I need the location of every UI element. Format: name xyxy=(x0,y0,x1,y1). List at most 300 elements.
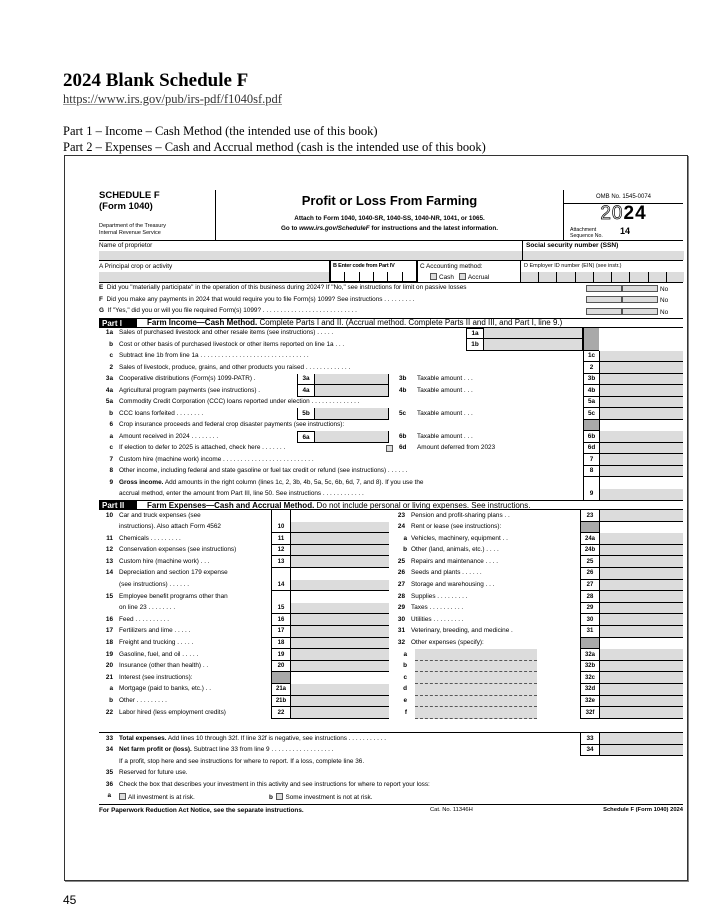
page-number: 45 xyxy=(63,893,77,907)
dept-line-2: Internal Revenue Service xyxy=(99,230,161,236)
line-number: b xyxy=(109,409,113,417)
line-6c xyxy=(99,443,683,455)
line-bold-text: Total expenses. xyxy=(119,734,167,742)
line-number: b xyxy=(109,340,113,348)
line-text: Other income, including federal and state gasoline or fuel tax credit or refund (see instructions) . . . . . . xyxy=(119,467,408,474)
line-text: Interest (see instructions): xyxy=(119,673,193,681)
expense-amount-field[interactable] xyxy=(290,707,389,719)
principal-crop-field[interactable] xyxy=(99,272,329,282)
other-expense-description-field[interactable] xyxy=(415,661,537,673)
line-36-options xyxy=(99,791,683,803)
shaded-cell xyxy=(583,328,599,340)
line-33 xyxy=(99,733,683,745)
line-text: Subtract line 1b from line 1a . . . . . . . . . . . . . . . . . . . . . . . . . . . . . . . xyxy=(119,352,309,359)
line-5b-amount[interactable] xyxy=(315,408,389,420)
catalog-number: Cat. No. 11346H xyxy=(430,806,473,813)
line-text: Agricultural program payments (see instructions) . xyxy=(119,386,261,394)
expense-line xyxy=(99,626,389,638)
line-1c xyxy=(99,351,683,363)
line-8-amount[interactable] xyxy=(599,466,683,478)
line-text: Sales of livestock, produce, grains, and other products you raised . . . . . . . . . . . . . xyxy=(119,363,351,371)
line-number: 6d xyxy=(399,444,407,451)
goto-url: www.irs.gov/ScheduleF xyxy=(299,225,370,233)
line-text: Custom hire (machine work) income . . . . . . . . . . . . . . . . . . . . . . . . . . xyxy=(119,455,314,463)
expense-amount-field[interactable] xyxy=(290,533,389,545)
line-7 xyxy=(99,454,683,466)
line-box-label: 4a xyxy=(297,385,315,397)
expense-line xyxy=(391,649,683,661)
expense-amount-field[interactable] xyxy=(599,707,683,719)
defer-election-checkbox[interactable] xyxy=(386,445,393,452)
line-number: 8 xyxy=(109,467,113,474)
activity-code-label: B Enter code from Part IV xyxy=(333,263,395,269)
line-box-label: 7 xyxy=(583,454,599,466)
document-title: 2024 Blank Schedule F xyxy=(63,70,249,91)
accounting-method-block xyxy=(420,264,518,282)
line-2-amount[interactable] xyxy=(599,362,683,374)
line-letter: d xyxy=(403,685,407,693)
line-box-label: 26 xyxy=(580,568,599,580)
proprietor-label: Name of proprietor xyxy=(99,242,153,249)
year-prefix: 20 xyxy=(600,203,624,224)
line-text: Rent or lease (see instructions): xyxy=(411,523,502,531)
line-7-amount[interactable] xyxy=(599,454,683,466)
option-label: Some investment is not at risk. xyxy=(285,794,373,801)
line-text: Supplies . . . . . . . . . xyxy=(411,592,468,600)
line-4a-amount[interactable] xyxy=(315,385,389,397)
line-33-amount[interactable] xyxy=(599,733,683,745)
expense-amount-field[interactable] xyxy=(599,614,683,626)
line-box-label: 15 xyxy=(271,603,290,615)
ein-field[interactable] xyxy=(521,272,684,282)
line-6d-amount[interactable] xyxy=(599,443,683,455)
line-text: Cost or other basis of purchased livestock or other items reported on line 1a . . . xyxy=(119,340,345,348)
line-box-label: 3b xyxy=(583,374,599,386)
ssn-field[interactable] xyxy=(523,251,684,260)
line-number: 3a xyxy=(105,375,113,382)
line-text: Other . . . . . . . . . xyxy=(119,697,167,704)
no-label: No xyxy=(660,308,669,316)
attachment-sequence xyxy=(570,226,631,239)
other-expense-description-field[interactable] xyxy=(415,649,537,661)
expense-amount-field[interactable] xyxy=(290,661,389,673)
cash-option[interactable] xyxy=(430,273,454,281)
abcd-row xyxy=(99,261,683,283)
expense-amount-field[interactable] xyxy=(599,556,683,568)
question-g xyxy=(99,306,683,318)
line-number: 21 xyxy=(105,673,113,681)
line-box-label: 1b xyxy=(466,339,484,351)
line-box-label: 22 xyxy=(271,707,290,719)
line-number: 33 xyxy=(105,734,113,742)
line-number: 10 xyxy=(105,511,113,519)
expense-amount-field[interactable] xyxy=(290,545,389,557)
year-suffix: 24 xyxy=(623,203,647,224)
line-number: 36 xyxy=(105,780,113,788)
shaded-cell xyxy=(580,638,599,650)
some-not-at-risk-checkbox[interactable] xyxy=(276,793,283,800)
line-box-label: 19 xyxy=(271,649,290,661)
expense-line xyxy=(99,568,389,591)
line-box-label: 12 xyxy=(271,545,290,557)
dept-line-1: Department of the Treasury xyxy=(99,223,166,229)
line-box-label: 5b xyxy=(297,408,315,420)
line-34-amount[interactable] xyxy=(599,745,683,757)
shaded-cell xyxy=(271,672,290,684)
other-expense-description-field[interactable] xyxy=(415,672,537,684)
line-box-label: 20 xyxy=(271,661,290,673)
line-number: 16 xyxy=(105,615,113,623)
activity-code-field[interactable] xyxy=(331,272,416,281)
expense-line xyxy=(391,626,683,638)
line-number: 6b xyxy=(399,432,407,440)
expense-line xyxy=(391,661,683,673)
line-5c-amount[interactable] xyxy=(599,408,683,420)
line-number: 25 xyxy=(397,557,405,565)
expense-line xyxy=(391,591,683,603)
blank-cell xyxy=(271,568,290,580)
accounting-method-label: C Accounting method: xyxy=(420,263,483,270)
omb-number: OMB No. 1545-0074 xyxy=(564,190,683,204)
line-6b-amount[interactable] xyxy=(599,431,683,443)
expense-amount-field[interactable] xyxy=(290,603,389,615)
option-label: All investment is at risk. xyxy=(128,794,195,801)
line-text: Gasoline, fuel, and oil . . . . . xyxy=(119,650,199,658)
line-number: 32 xyxy=(397,639,405,647)
expense-amount-field[interactable] xyxy=(599,696,683,708)
expense-amount-field[interactable] xyxy=(290,556,389,568)
line-text: CCC loans forfeited . . . . . . . . xyxy=(119,409,204,417)
shaded-cell xyxy=(580,522,599,534)
expense-amount-field[interactable] xyxy=(290,638,389,650)
line-1a-amount[interactable] xyxy=(484,328,583,340)
line-number: 13 xyxy=(105,557,113,565)
line-9-amount[interactable] xyxy=(599,489,683,501)
line-box-label: 1a xyxy=(466,328,484,340)
no-checkbox[interactable] xyxy=(622,308,658,315)
line-number: 15 xyxy=(105,592,113,600)
department xyxy=(99,223,166,237)
sequence-label: Sequence No. xyxy=(570,232,603,239)
expense-line xyxy=(99,614,389,626)
line-letter: a xyxy=(403,650,407,658)
question-letter: F xyxy=(99,295,103,303)
line-box-label: 14 xyxy=(271,580,290,592)
line-text: Feed . . . . . . . . . . xyxy=(119,615,170,623)
line-text: Seeds and plants . . . . . . xyxy=(411,569,482,577)
line-1c-amount[interactable] xyxy=(599,351,683,363)
form-footer xyxy=(99,804,683,815)
line-number: 34 xyxy=(105,746,113,753)
line-box-label: 10 xyxy=(271,522,290,534)
line-text: Utilities . . . . . . . . . xyxy=(411,615,464,623)
line-text: If a profit, stop here and see instructions for where to report. If a loss, complete line 36. xyxy=(119,757,365,765)
line-2 xyxy=(99,362,683,374)
line-box-label: 28 xyxy=(580,591,599,603)
question-letter: G xyxy=(99,307,104,314)
line-text: Vehicles, machinery, equipment . . xyxy=(411,534,508,542)
expense-amount-field[interactable] xyxy=(599,672,683,684)
line-text: Crop insurance proceeds and federal crop disaster payments (see instructions): xyxy=(119,421,345,428)
ssn-label: Social security number (SSN) xyxy=(526,242,619,249)
line-text: Labor hired (less employment credits) xyxy=(119,708,226,716)
line-6a-amount[interactable] xyxy=(315,431,389,443)
expenses-grid xyxy=(99,510,683,732)
line-bold-text: Net farm profit or (loss). xyxy=(119,746,192,753)
expense-amount-field[interactable] xyxy=(599,580,683,592)
line-text: Conservation expenses (see instructions) xyxy=(119,546,237,554)
part2-header xyxy=(99,500,683,510)
yes-checkbox[interactable] xyxy=(586,285,622,292)
line-3a-amount[interactable] xyxy=(315,374,389,386)
expense-amount-field[interactable] xyxy=(599,626,683,638)
expense-line xyxy=(99,649,389,661)
tax-year xyxy=(564,204,683,224)
expense-amount-field[interactable] xyxy=(290,684,389,696)
line-35 xyxy=(99,768,683,780)
line-letter: e xyxy=(403,697,407,704)
expense-line xyxy=(99,672,389,684)
line-number: 4b xyxy=(399,386,407,394)
line-box-label: 6b xyxy=(583,431,599,443)
expense-amount-field[interactable] xyxy=(290,522,389,534)
line-number: 18 xyxy=(105,639,113,647)
line-text: Reserved for future use. xyxy=(119,769,188,776)
irs-pdf-link[interactable]: https://www.irs.gov/pub/irs-pdf/f1040sf.pdf xyxy=(63,92,282,106)
line-text: Freight and trucking . . . . . xyxy=(119,639,194,647)
expense-line xyxy=(99,707,389,719)
line-text: Check the box that describes your investment in this activity and see instructions for where to report your loss: xyxy=(119,780,430,788)
line-text: Taxes . . . . . . . . . . xyxy=(411,604,464,612)
question-f xyxy=(99,295,683,307)
no-checkbox[interactable] xyxy=(622,285,658,292)
expense-line xyxy=(391,545,683,557)
line-box-label: 32a xyxy=(580,649,599,661)
expense-line xyxy=(391,672,683,684)
expense-line xyxy=(99,684,389,696)
line-box-label: 33 xyxy=(580,733,599,745)
expense-amount-field[interactable] xyxy=(599,684,683,696)
line-box-label: 5a xyxy=(583,397,599,409)
line-text: Taxable amount . . . xyxy=(417,409,473,417)
line-text: Fertilizers and lime . . . . . xyxy=(119,627,191,635)
line-box-label: 5c xyxy=(583,408,599,420)
question-text: Did you "materially participate" in the operation of this business during 2024? If "No," see instructions for limit on passive losses xyxy=(106,284,467,291)
line-number: 22 xyxy=(105,708,113,716)
line-text: Add amounts in the right column (lines 1c, 2, 3b, 4b, 5a, 5c, 6b, 6d, 7, and 8). If you use the xyxy=(163,478,424,486)
line-box-label: 34 xyxy=(580,745,599,757)
expense-amount-field[interactable] xyxy=(599,591,683,603)
blank-cell xyxy=(290,591,389,603)
proprietor-row xyxy=(99,241,683,261)
line-letter: a xyxy=(403,534,407,542)
ssn-block xyxy=(522,241,683,261)
goto-prefix: Go to xyxy=(280,225,300,233)
line-number: 3b xyxy=(399,375,407,382)
line-1a xyxy=(99,328,683,340)
line-letter: f xyxy=(404,708,407,716)
line-number: 7 xyxy=(109,455,113,463)
line-text: Storage and warehousing . . . xyxy=(411,581,495,589)
blank-cell xyxy=(271,510,290,522)
line-text: Car and truck expenses (see xyxy=(119,511,201,519)
expense-line xyxy=(391,614,683,626)
expense-line xyxy=(99,638,389,650)
line-box-label: 9 xyxy=(583,477,599,500)
form-reference: Schedule F (Form 1040) 2024 xyxy=(603,806,683,813)
principal-crop-label: A Principal crop or activity xyxy=(99,263,173,270)
line-text: Taxable amount . . . xyxy=(417,375,473,382)
no-checkbox[interactable] xyxy=(622,296,658,303)
line-number: 5c xyxy=(399,409,407,417)
line-text: Pension and profit-sharing plans . . xyxy=(411,511,510,519)
line-box-label: 6a xyxy=(297,431,315,443)
line-3 xyxy=(99,374,683,386)
expense-line xyxy=(391,556,683,568)
expense-line xyxy=(391,580,683,592)
goto-instruction xyxy=(216,226,563,232)
line-letter: c xyxy=(403,673,407,681)
expense-amount-field[interactable] xyxy=(599,568,683,580)
part1-title: Farm Income—Cash Method. xyxy=(147,318,258,327)
sequence-number: 14 xyxy=(620,226,631,236)
blank-cell xyxy=(290,568,389,580)
expense-amount-field[interactable] xyxy=(599,649,683,661)
form-title-block xyxy=(216,190,563,241)
yes-checkbox[interactable] xyxy=(586,296,622,303)
line-box-label: 17 xyxy=(271,626,290,638)
line-text: Taxable amount . . . xyxy=(417,432,473,440)
line-bold-text: Gross income. xyxy=(119,478,164,486)
other-expense-description-field[interactable] xyxy=(415,707,537,719)
line-1b-amount[interactable] xyxy=(484,339,583,351)
other-expense-description-field[interactable] xyxy=(415,696,537,708)
accrual-checkbox[interactable] xyxy=(459,273,466,280)
other-expense-description-field[interactable] xyxy=(415,684,537,696)
accrual-option[interactable] xyxy=(459,273,489,281)
expense-line xyxy=(391,603,683,615)
expense-amount-field[interactable] xyxy=(290,614,389,626)
part2-subtitle: Do not include personal or living expenses. See instructions. xyxy=(314,500,531,510)
expense-line xyxy=(391,707,683,719)
expense-line xyxy=(99,510,389,533)
line-36 xyxy=(99,779,683,791)
line-text: Employee benefit programs other than xyxy=(119,592,228,600)
line-box-label: 24b xyxy=(580,545,599,557)
blank-cell xyxy=(290,672,389,684)
line-number: 35 xyxy=(105,769,113,776)
blank-cell xyxy=(599,420,683,432)
line-box-label: 13 xyxy=(271,556,290,568)
line-number: 27 xyxy=(397,581,405,589)
line-text: Other (land, animals, etc.) . . . . xyxy=(411,546,499,554)
line-box-label: 3a xyxy=(297,374,315,386)
line-3b-amount[interactable] xyxy=(599,374,683,386)
line-box-label: 31 xyxy=(580,626,599,638)
yes-checkbox[interactable] xyxy=(586,308,622,315)
activity-code-block xyxy=(329,261,418,283)
expense-amount-field[interactable] xyxy=(599,603,683,615)
cash-checkbox[interactable] xyxy=(430,273,437,280)
line-text: Cooperative distributions (Form(s) 1099-PATR) . xyxy=(119,375,256,382)
line-box-label: 21a xyxy=(271,684,290,696)
line-text: Chemicals . . . . . . . . . xyxy=(119,534,181,542)
line-text: Add lines 10 through 32f. If line 32f is negative, see instructions . . . . . . . . . . . xyxy=(166,734,387,742)
attachment-label: Attachment xyxy=(570,227,597,233)
line-number: 11 xyxy=(106,534,113,542)
line-text: If election to defer to 2025 is attached, check here . . . . . . . xyxy=(119,444,286,451)
line-letter: b xyxy=(403,662,407,670)
line-letter: a xyxy=(109,685,113,693)
expense-line xyxy=(391,533,683,545)
expense-amount-field[interactable] xyxy=(290,626,389,638)
line-text-continued: (see instructions) . . . . . . xyxy=(119,580,189,588)
attach-instruction: Attach to Form 1040, 1040-SR, 1040-SS, 1040-NR, 1041, or 1065. xyxy=(294,215,485,222)
line-4b-amount[interactable] xyxy=(599,385,683,397)
line-text-continued: instructions). Also attach Form 4562 xyxy=(119,523,221,530)
expense-amount-field[interactable] xyxy=(290,649,389,661)
expense-amount-field[interactable] xyxy=(599,533,683,545)
expense-amount-field[interactable] xyxy=(290,580,389,592)
question-letter: E xyxy=(99,284,104,291)
expense-line xyxy=(391,696,683,708)
line-number: 9 xyxy=(109,478,113,486)
line-box-label: 11 xyxy=(271,533,290,545)
line-34-note xyxy=(99,756,683,768)
blank-cell xyxy=(599,638,683,650)
line-text-continued: on line 23 . . . . . . . . xyxy=(119,604,176,612)
line-number: a xyxy=(107,792,111,799)
no-label: No xyxy=(660,297,669,304)
shaded-cell xyxy=(583,339,599,351)
expense-amount-field[interactable] xyxy=(290,696,389,708)
expense-amount-field[interactable] xyxy=(599,545,683,557)
line-number: a xyxy=(109,432,113,440)
expense-line xyxy=(391,684,683,696)
proprietor-name-field[interactable] xyxy=(99,251,522,260)
no-label: No xyxy=(660,285,669,293)
schedule-f-form xyxy=(99,190,683,815)
line-number: 31 xyxy=(397,627,405,635)
at-risk-option[interactable] xyxy=(119,793,195,801)
question-text: Did you make any payments in 2024 that would require you to file Form(s) 1099? See instructions . . . . . . . . . xyxy=(106,295,415,303)
line-text: Commodity Credit Corporation (CCC) loans reported under election . . . . . . . . . . . . . . xyxy=(119,398,360,405)
not-at-risk-option[interactable] xyxy=(269,793,373,801)
line-text: Subtract line 33 from line 9 . . . . . . . . . . . . . . . . . . xyxy=(191,746,334,753)
expense-amount-field[interactable] xyxy=(599,510,683,522)
question-e xyxy=(99,283,683,295)
expense-line xyxy=(99,661,389,673)
line-box-label: 4b xyxy=(583,385,599,397)
all-at-risk-checkbox[interactable] xyxy=(119,793,126,800)
line-box-label: 29 xyxy=(580,603,599,615)
line-text: Other expenses (specify): xyxy=(411,639,484,647)
blank-cell xyxy=(271,591,290,603)
question-text: If "Yes," did you or will you file required Form(s) 1099? . . . . . . . . . . . . . . . . . . . . . . . . . . . xyxy=(107,307,357,314)
shaded-cell xyxy=(583,420,599,432)
line-box-label: 32c xyxy=(580,672,599,684)
line-letter: b xyxy=(109,697,113,704)
line-number: 26 xyxy=(397,569,405,577)
line-5a-amount[interactable] xyxy=(599,397,683,409)
line-text: Depreciation and section 179 expense xyxy=(119,569,228,577)
line-number: 28 xyxy=(397,592,405,600)
accrual-label: Accrual xyxy=(467,274,490,282)
line-number: 5a xyxy=(105,398,113,405)
line-34 xyxy=(99,745,683,757)
line-number: 20 xyxy=(105,662,113,670)
expense-amount-field[interactable] xyxy=(599,661,683,673)
